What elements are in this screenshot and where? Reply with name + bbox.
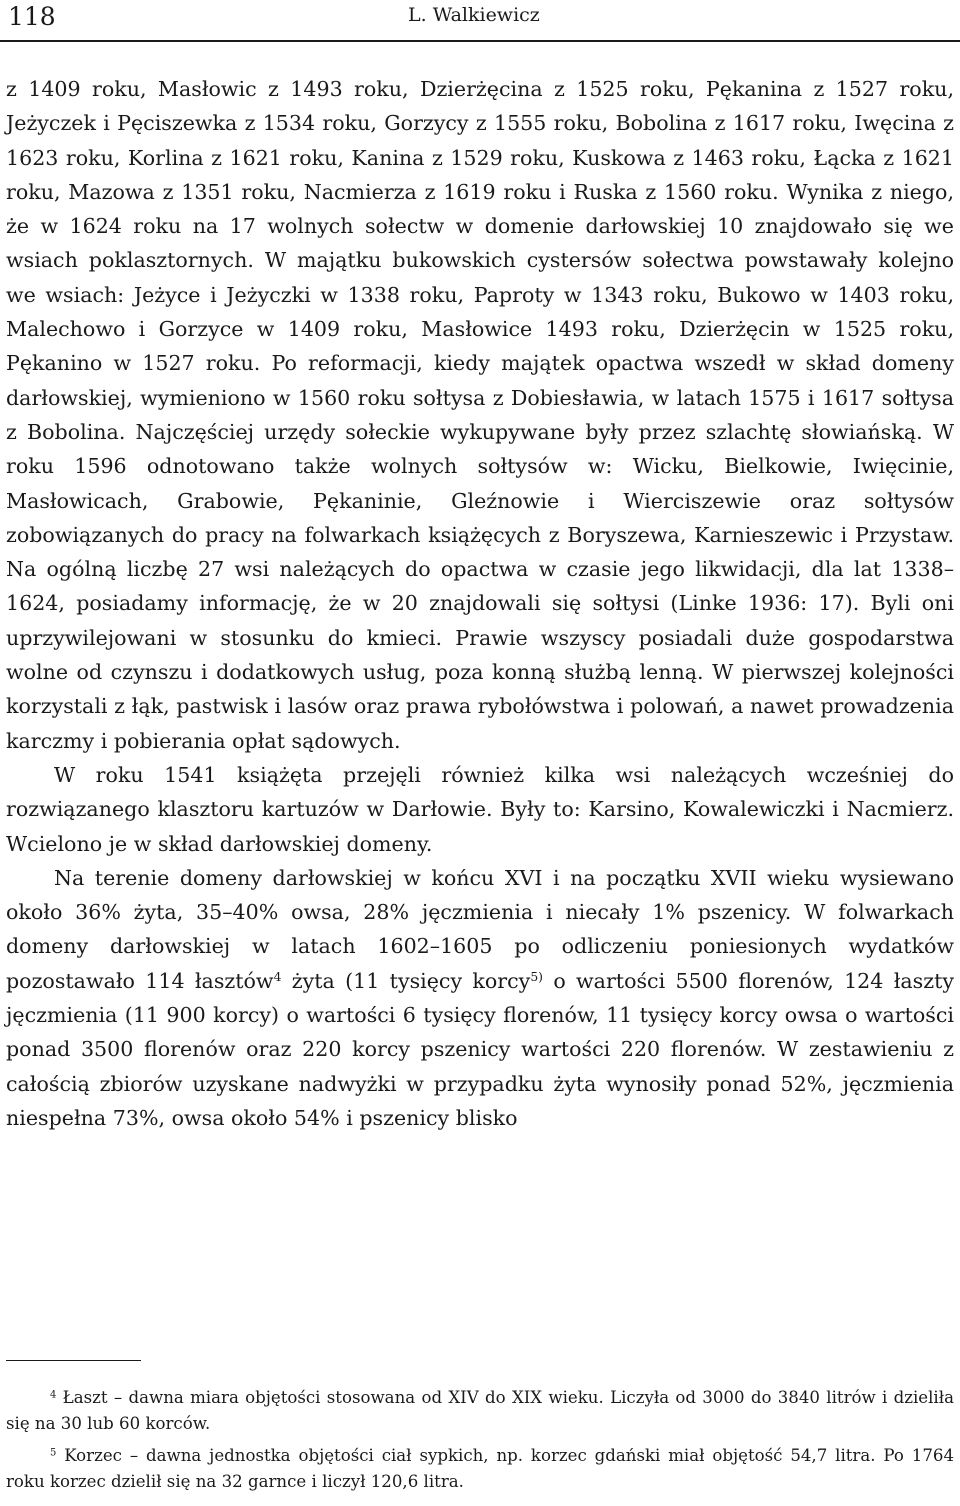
paragraph-3 bbox=[6, 861, 954, 1135]
footnote-ref-4[interactable]: 4 bbox=[273, 969, 282, 984]
footnote-4 bbox=[6, 1385, 954, 1437]
footnote-ref-5[interactable]: 5) bbox=[530, 969, 543, 984]
paragraph-1: z 1409 roku, Masłowic z 1493 roku, Dzierżęcina z 1525 roku, Pękanina z 1527 roku, Jeżyczek i Pęciszewka z 1534 roku, Gorzycy z 1555 roku, Bobolina z 1617 roku, Iwęcina z 1623 roku, Korlina z 1621 roku, Kanina z 1529 roku, Kuskowa z 1463 roku, Łącka z 1621 roku, Mazowa z 1351 roku, Nacmierza z 1619 roku i Ruska z 1560 roku. Wynika z niego, że w 1624 roku na 17 wolnych sołectw w domenie darłowskiej 10 znajdowało się we wsiach poklasztornych. W majątku bukowskich cystersów sołectwa powstawały kolejno we wsiach: Jeżyce i Jeżyczki w 1338 roku, Paproty w 1343 roku, Bukowo w 1403 roku, Malechowo i Gorzyce w 1409 roku, Masłowice 1493 roku, Dzierżęcin w 1525 roku, Pękanino w 1527 roku. Po reformacji, kiedy majątek opactwa wszedł w skład domeny darłowskiej, wymieniono w 1560 roku sołtysa z Dobiesławia, w latach 1575 i 1617 sołtysa z Bobolina. Najczęściej urzędy sołeckie wykupywane były przez szlachtę słowiańską. W roku 1596 odnotowano także wolnych sołtysów w: Wicku, Bielkowie, Iwięcinie, Masłowicach, Grabowie, Pękaninie, Gleźnowie i Wierciszewie oraz sołtysów zobowiązanych do pracy na folwarkach książęcych z Boryszewa, Karnieszewic i Przystaw. Na ogólną liczbę 27 wsi należących do opactwa w czasie jego likwidacji, dla lat 1338–1624, posiadamy informację, że w 20 znajdowali się sołtysi (Linke 1936: 17). Byli oni uprzywilejowani w stosunku do kmieci. Prawie wszyscy posiadali duże gospodarstwa wolne od czynszu i dodatkowych usług, poza konną służbą lenną. W pierwszej kolejności korzystali z łąk, pastwisk i lasów oraz prawa rybołówstwa i polowań, a nawet prowadzenia karczmy i pobierania opłat sądowych. bbox=[6, 77, 954, 753]
footnote-5 bbox=[6, 1443, 954, 1495]
paragraph-3-part-a: Na terenie domeny darłowskiej w końcu XVI i na początku XVII wieku wysiewano około 36% żyta, 35–40% owsa, 28% jęczmienia i niecały 1% pszenicy. W folwarkach domeny darłowskiej w latach 1602–1605 po odliczeniu poniesionych wydatków pozostawało 114 łasztów bbox=[6, 865, 954, 993]
footnote-marker-5: 5 bbox=[50, 1447, 57, 1459]
page-number: 118 bbox=[8, 2, 56, 31]
running-head: L. Walkiewicz bbox=[408, 4, 540, 26]
paragraph-3-part-c: o wartości 5500 florenów, 124 łaszty jęczmienia (11 900 korcy) o wartości 6 tysięcy florenów, 11 tysięcy korcy owsa o wartości ponad 3500 florenów oraz 220 korcy pszenicy wartości 220 florenów. W zestawieniu z całością zbiorów uzyskane nadwyżki w przypadku żyta wynosiły ponad 52%, jęczmienia niespełna 73%, owsa około 54% i pszenicy blisko bbox=[6, 968, 954, 1130]
footnote-5-text: Korzec – dawna jednostka objętości ciał sypkich, np. korzec gdański miał objętość 54,7 litra. Po 1764 roku korzec dzielił się na 32 garnce i liczył 120,6 litra. bbox=[6, 1446, 954, 1491]
main-text bbox=[6, 72, 954, 1135]
footnote-4-text: Łaszt – dawna miara objętości stosowana od XIV do XIX wieku. Liczyła od 3000 do 3840 litrów i dzieliła się na 30 lub 60 korców. bbox=[6, 1388, 954, 1433]
header-rule bbox=[0, 40, 960, 42]
footnote-marker-4: 4 bbox=[50, 1389, 57, 1401]
paragraph-2: W roku 1541 książęta przejęli również kilka wsi należących wcześniej do rozwiązanego klasztoru kartuzów w Darłowie. Były to: Karsino, Kowalewiczki i Nacmierz. Wcielono je w skład darłowskiej domeny. bbox=[6, 762, 954, 856]
footnote-separator bbox=[6, 1360, 141, 1361]
footnotes bbox=[6, 1385, 954, 1501]
page-header bbox=[0, 0, 960, 44]
paragraph-3-part-b: żyta (11 tysięcy korcy bbox=[281, 968, 531, 993]
